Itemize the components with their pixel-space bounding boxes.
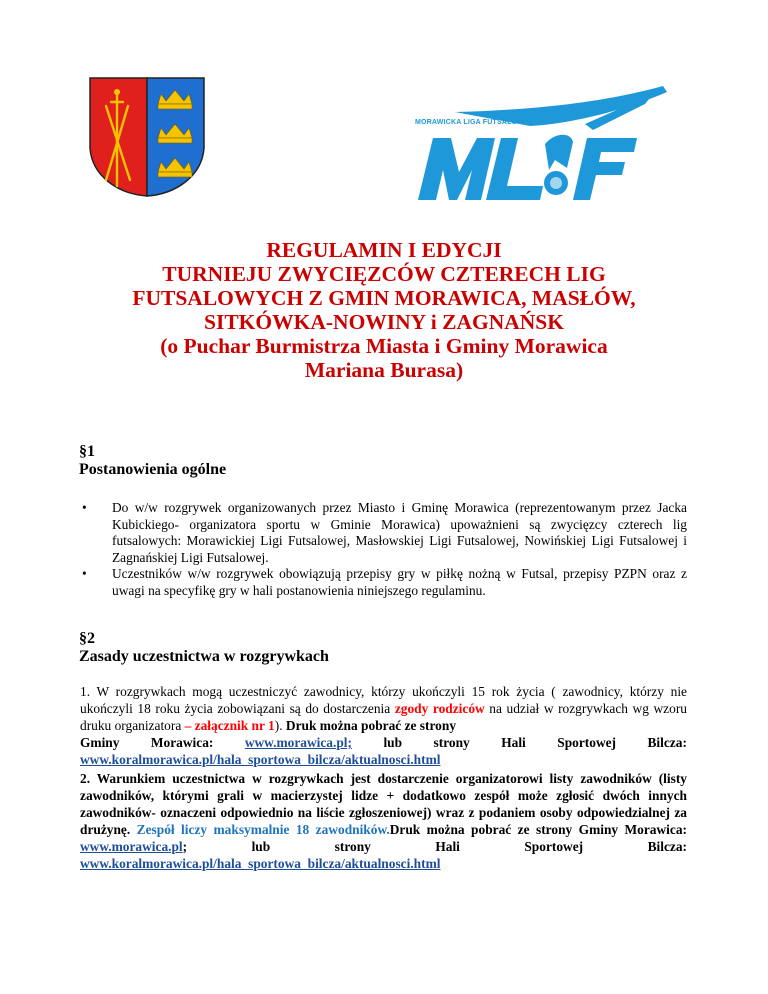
list-item <box>82 500 687 566</box>
bullet-icon: • <box>82 566 87 582</box>
word: lub <box>383 735 403 750</box>
title-line: FUTSALOWYCH Z GMIN MORAWICA, MASŁÓW, <box>132 286 636 310</box>
word: Morawica: <box>150 735 214 750</box>
word: Bilcza: <box>647 735 687 750</box>
title-subline: Mariana Burasa) <box>304 358 464 382</box>
paragraph-text: ; lub strony Hali Sportowej Bilcza: <box>182 839 687 854</box>
hala-link[interactable]: www.koralmorawica.pl/hala_sportowa_bilcza/aktualnosci.html <box>80 752 441 767</box>
attachment-highlight: – załącznik nr 1 <box>184 718 275 733</box>
bullet-list <box>82 500 687 600</box>
parental-consent-highlight: zgody rodziców <box>394 701 485 716</box>
title-line: TURNIEJU ZWYCIĘZCÓW CZTERECH LIG <box>162 262 606 286</box>
section-number: §1 <box>79 443 95 460</box>
paragraph-text: ). <box>274 718 286 733</box>
list-item <box>82 566 687 599</box>
title-line: REGULAMIN I EDYCJI <box>266 238 502 262</box>
morawica-link[interactable]: www.morawica.pl; <box>244 735 352 750</box>
section-number: §2 <box>79 630 95 647</box>
list-item-text: Uczestników w/w rozgrywek obowiązują przepisy gry w piłkę nożną w Futsal, przepisy PZPN oraz z uwagi na specyfikę gry w hali postanowienia niniejszego regulaminu. <box>112 566 687 598</box>
section-title: Zasady uczestnictwa w rozgrywkach <box>79 648 329 665</box>
hala-link[interactable]: www.koralmorawica.pl/hala_sportowa_bilcza/aktualnosci.html <box>80 856 441 871</box>
paragraph-text: 2. Warunkiem uczestnictwa w rozgrywkach jest dostarczenie organizatorowi listy zawodników (listy zawodników, którymi grali w macierzystej lidze + dodatkowo zespół może zgłosić dwóch innych zawodników- oznaczeni odpowiednio na liście zgłoszeniowej) wraz z podaniem osoby odpowiedzialnej za drużynę. <box>80 771 687 837</box>
paragraph-1 <box>80 683 687 768</box>
word: Hali <box>501 735 526 750</box>
coat-of-arms-icon <box>88 76 206 198</box>
logo-tagline: MORAWICKA LIGA FUTSALU <box>415 119 517 126</box>
morawica-link[interactable]: www.morawica.pl <box>80 839 183 854</box>
word: strony <box>433 735 470 750</box>
league-logo-icon <box>415 80 680 205</box>
justified-line <box>80 734 687 751</box>
section-1-heading <box>79 443 226 479</box>
download-note: Druk można pobrać ze strony <box>285 718 457 733</box>
document-title <box>60 238 708 382</box>
paragraph-2 <box>80 770 687 872</box>
team-size-highlight: Zespół liczy maksymalnie 18 zawodników. <box>136 822 390 837</box>
word: Gminy <box>80 735 120 750</box>
title-line: SITKÓWKA-NOWINY i ZAGNAŃSK <box>204 310 564 334</box>
paragraph-text: 1. W rozgrywkach mogą uczestniczyć zawodnicy, którzy ukończyli 15 rok życia ( zawodnicy, którzy nie ukończyli 18 roku życia zobowiązani są do dostarczenia <box>80 684 687 716</box>
paragraph-text: na udział w rozgrywkach wg wzoru druku organizatora <box>80 701 687 733</box>
league-logo <box>415 80 680 205</box>
section-title: Postanowienia ogólne <box>79 461 227 478</box>
word: Sportowej <box>557 735 617 750</box>
bullet-icon: • <box>82 500 87 515</box>
list-item-text: Do w/w rozgrywek organizowanych przez Miasto i Gminę Morawica (reprezentowanym przez Jacka Kubickiego- organizatora sportu w Gminie Morawica) upoważnieni są zwycięzcy czterech lig futsalowych: Morawickiej Ligi Futsalowej, Masłowskiej Ligi Futsalowej, Nowińskiej Ligi Futsalowej i Zagnańskiej Ligi Futsalowej. <box>112 500 687 565</box>
title-subline: (o Puchar Burmistrza Miasta i Gminy Morawica <box>160 334 608 358</box>
section-2-heading <box>79 630 329 666</box>
paragraph-text: Druk można pobrać ze strony Gminy Morawica: <box>389 822 687 837</box>
